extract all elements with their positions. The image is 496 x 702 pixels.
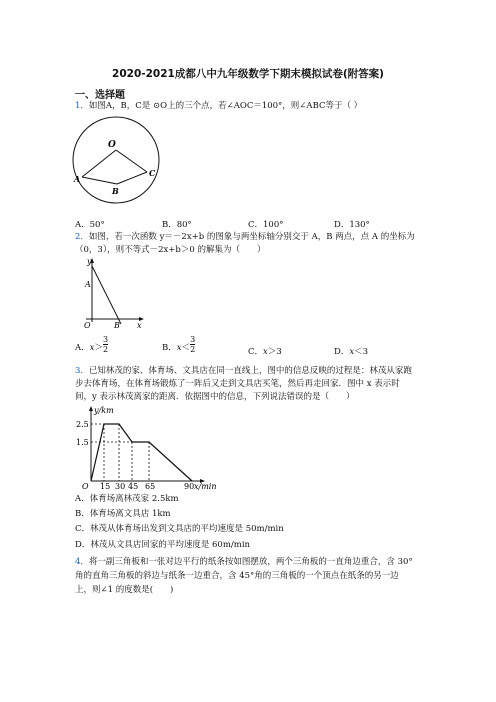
q2-option-a: A．x＞ $\frac{3}{2}$ xyxy=(75,335,109,354)
xtick-15: 15 xyxy=(100,482,111,490)
q1-option-c: C．100° xyxy=(248,220,284,230)
question-4-stem-1: 将一副三角板和一张对边平行的纸条按如图摆放，两个三角板的一直角边重合，含 30° xyxy=(88,557,413,567)
question-4-line-2: 角的直角三角板的斜边与纸条一边重合，含 45°角的三角板的一个顶点在纸条的另一边 xyxy=(75,571,399,581)
section-heading: 一、选择题 xyxy=(75,90,125,101)
function-line xyxy=(92,266,121,324)
q1-option-d: D．130° xyxy=(334,220,370,230)
segment-bc xyxy=(117,172,147,184)
question-3-line-2: 步去体育场，在体育场锻炼了一阵后又走到文具店买笔，然后再走回家．图中 x 表示时 xyxy=(75,379,400,389)
xtick-90: 90 xyxy=(184,482,195,490)
question-3-line-3: 间，y 表示林茂离家的距离．依据图中的信息，下列说法错误的是（ ） xyxy=(75,392,355,402)
q3-option-b: B．体育场离文具店 1km xyxy=(75,509,171,519)
q2-option-b: B．x＜ $\frac{3}{2}$ xyxy=(162,335,196,354)
label-o: O xyxy=(84,321,91,330)
question-1-stem: 如图A，B，C是 ⊙O上的三个点，若∠AOC＝100°，则∠ABC等于（ ） xyxy=(88,101,363,111)
segment-ab xyxy=(82,177,117,184)
label-y: y xyxy=(87,257,92,266)
q3-option-c: C．林茂从体育场出发到文具店的平均速度是 50m/min xyxy=(75,524,284,534)
q2-option-c: C．x＞3 xyxy=(248,347,282,357)
question-4-line-3: 上，则∠1 的度数是( ) xyxy=(75,585,174,595)
linear-function-graph xyxy=(80,256,150,332)
circle-diagram xyxy=(70,114,170,218)
question-4-number: 4． xyxy=(75,557,89,567)
q3-option-d: D．林茂从文具店回家的平均速度是 60m/min xyxy=(75,540,251,550)
origin-label: O xyxy=(82,482,89,490)
xtick-30: 30 xyxy=(115,482,126,490)
question-2-line-1 xyxy=(75,231,415,244)
y-axis-label: y/km xyxy=(94,406,114,415)
page-title: 2020-2021成都八中九年级数学下期末模拟试卷(附答案) xyxy=(112,68,384,80)
question-1-text xyxy=(75,100,362,113)
question-4-line-1 xyxy=(75,556,413,569)
question-3-stem-1: 已知林茂的家、体育场、文具店在同一直线上，图中的信息反映的过程是：林茂从家跑 xyxy=(88,366,412,376)
q1-option-a: A．50° xyxy=(75,220,105,230)
label-a: A xyxy=(85,280,91,289)
segment-oc xyxy=(116,150,147,172)
q2-option-d: D．x＜3 xyxy=(334,347,369,357)
question-2-line-2: （0，3），则不等式－2x+b＞0 的解集为（ ） xyxy=(75,245,266,255)
label-b: B xyxy=(114,321,120,330)
label-x: x xyxy=(137,321,142,330)
label-a: A xyxy=(74,174,81,184)
q1-option-b: B．80° xyxy=(162,220,192,230)
question-2-stem-1: 如图，若一次函数 y＝－2x+b 的图象与两坐标轴分别交于 A，B 两点，点 A 的坐标为 xyxy=(88,232,415,242)
x-axis-label: x/min xyxy=(194,482,217,490)
ytick-2-5: 2.5 xyxy=(76,420,89,429)
q3-option-a: A．体育场离林茂家 2.5km xyxy=(75,494,179,504)
question-2-number: 2． xyxy=(75,232,89,242)
label-o: O xyxy=(108,140,116,150)
segment-oa xyxy=(82,150,116,177)
label-b: B xyxy=(112,186,119,196)
distance-time-graph xyxy=(74,404,224,490)
distance-path xyxy=(91,424,192,481)
label-c: C xyxy=(149,168,156,178)
ytick-1-5: 1.5 xyxy=(76,438,89,447)
question-3-line-1 xyxy=(75,365,412,378)
question-3-number: 3． xyxy=(75,366,89,376)
question-1-number: 1． xyxy=(75,101,89,111)
xtick-65: 65 xyxy=(145,482,156,490)
xtick-45: 45 xyxy=(128,482,139,490)
